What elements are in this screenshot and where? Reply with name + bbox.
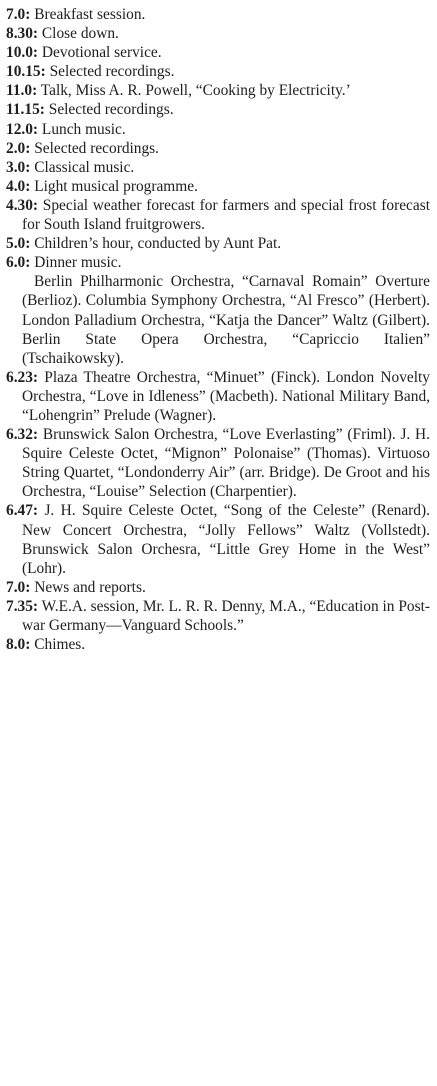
programme-entry bbox=[6, 120, 430, 139]
programme-entry bbox=[6, 425, 430, 501]
programme-entry bbox=[6, 24, 430, 43]
entry-time: 12.0: bbox=[6, 120, 39, 138]
entry-text: Breakfast session. bbox=[34, 6, 146, 23]
entry-time: 10.15: bbox=[6, 63, 46, 81]
entry-text: Selected recordings. bbox=[34, 139, 160, 157]
entry-time: 11.15: bbox=[6, 101, 45, 119]
entry-time: 7.0: bbox=[6, 6, 31, 23]
entry-text: Selected recordings. bbox=[48, 101, 174, 119]
entry-time: 4.0: bbox=[6, 177, 31, 195]
programme-entry bbox=[6, 43, 430, 62]
entry-text: News and reports. bbox=[34, 578, 146, 596]
entry-time: 3.0: bbox=[6, 158, 31, 176]
programme-entry bbox=[6, 196, 430, 234]
entry-text: J. H. Squire Celeste Octet, “Song of the Celeste” (Renard). New Concert Orchestra, “Jolly Fellows” Waltz (Vollstedt). Brunswick Salon Orchesra, “Little Grey Home in the West” (Lohr). bbox=[22, 502, 430, 577]
entry-time: 6.23: bbox=[6, 368, 39, 386]
entry-time: 6.0: bbox=[6, 254, 31, 272]
entry-time: 8.30: bbox=[6, 25, 39, 43]
entry-time: 4.30: bbox=[6, 196, 39, 214]
entry-time: 6.32: bbox=[6, 426, 39, 444]
entry-time: 10.0: bbox=[6, 44, 39, 62]
programme-entry bbox=[6, 62, 430, 81]
programme-entry bbox=[6, 635, 430, 654]
entry-text: Berlin Philharmonic Orchestra, “Carnaval Romain” Overture (Berlioz). Columbia Symphony Orchestra, “Al Fresco” (Herbert). London Palladium Orchestra, “Katja the Dancer” Waltz (Gilbert). Berlin State Opera Orchestra, “Capriccio Italien” (Tschaikowsky). bbox=[22, 273, 430, 367]
entry-text: Selected recordings. bbox=[49, 63, 175, 81]
programme-entry bbox=[6, 578, 430, 597]
entry-text: W.E.A. session, Mr. L. R. R. Denny, M.A., “Education in Post-war Germany—Vanguard Schools.” bbox=[22, 597, 430, 634]
entry-time: 8.0: bbox=[6, 636, 31, 654]
entry-text: Special weather forecast for farmers and special frost forecast for South Island fruitgrowers. bbox=[22, 196, 430, 234]
entry-text: Plaza Theatre Orchestra, “Minuet” (Finck). London Novelty Orchestra, “Love in Idleness” (Macbeth). National Military Band, “Lohengrin” Prelude (Wagner). bbox=[22, 368, 430, 424]
programme-entry bbox=[6, 234, 430, 253]
programme-entry bbox=[6, 177, 430, 196]
entry-time: 11.0: bbox=[6, 82, 38, 100]
programme-column bbox=[6, 5, 430, 654]
entry-text: Talk, Miss A. R. Powell, “Cooking by Electricity.’ bbox=[40, 82, 351, 100]
entry-text: Chimes. bbox=[34, 636, 86, 654]
dinner-music-details bbox=[6, 272, 430, 367]
programme-entry bbox=[6, 158, 430, 177]
entry-time: 7.0: bbox=[6, 578, 31, 596]
entry-text: Children’s hour, conducted by Aunt Pat. bbox=[34, 235, 282, 253]
programme-entry bbox=[6, 100, 430, 119]
entry-text: Lunch music. bbox=[41, 120, 126, 138]
programme-entry bbox=[6, 139, 430, 158]
entry-text: Light musical programme. bbox=[34, 177, 198, 195]
entry-text: Classical music. bbox=[34, 158, 135, 176]
programme-entry bbox=[6, 368, 430, 425]
entry-text: Close down. bbox=[41, 25, 119, 43]
entry-time: 2.0: bbox=[6, 139, 31, 157]
programme-entry bbox=[6, 253, 430, 272]
entry-time: 7.35: bbox=[6, 597, 39, 615]
entry-text: Brunswick Salon Orchestra, “Love Everlasting” (Friml). J. H. Squire Celeste Octet, “Mignon” Polonaise” (Thomas). Virtuoso String Quartet, “Londonderry Air” (arr. Bridge). De Groot and his Orchestra, “Louise” Selection (Charpentier). bbox=[22, 426, 430, 501]
programme-entry bbox=[6, 597, 430, 635]
programme-entry bbox=[6, 5, 430, 24]
programme-entry bbox=[6, 501, 430, 577]
entry-text: Devotional service. bbox=[41, 44, 162, 62]
programme-entry bbox=[6, 81, 430, 100]
entry-time: 5.0: bbox=[6, 235, 31, 253]
entry-text: Dinner music. bbox=[34, 254, 122, 272]
entry-time: 6.47: bbox=[6, 502, 39, 520]
